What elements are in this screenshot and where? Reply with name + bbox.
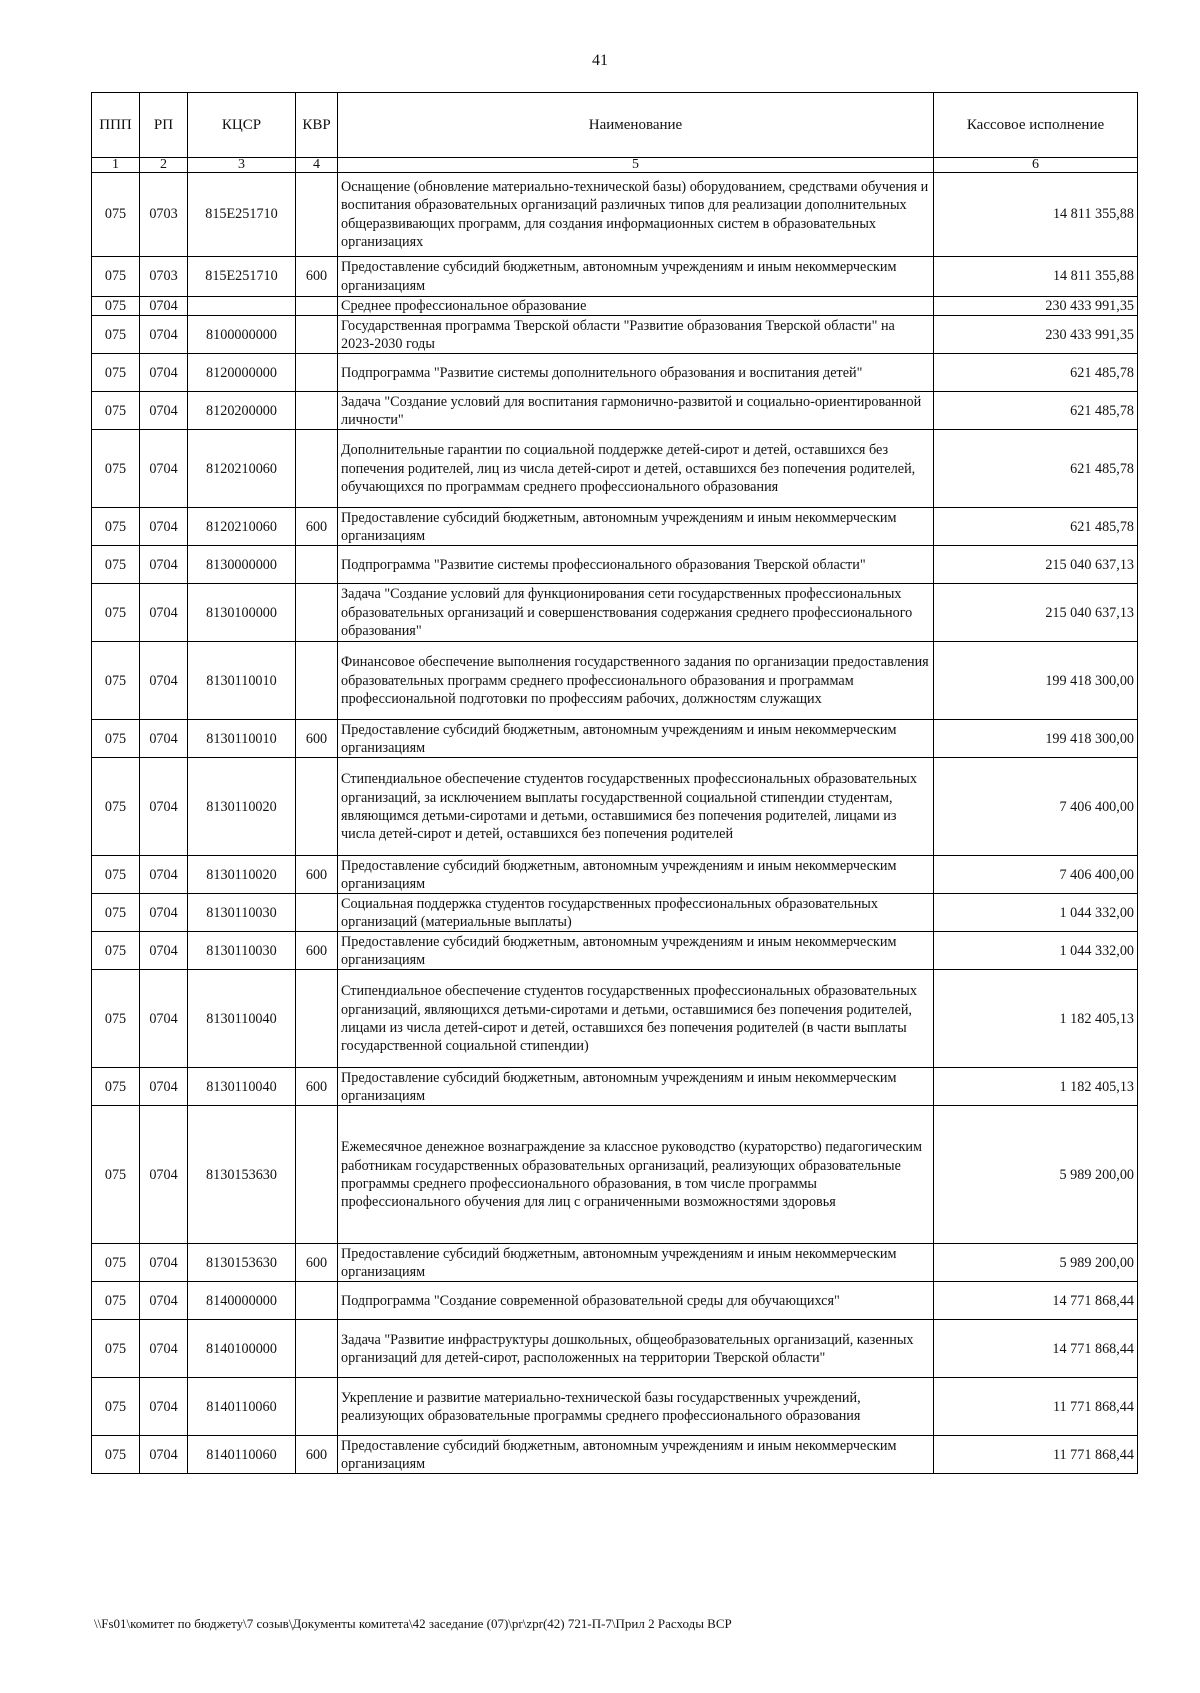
cell-kcsr: 8130100000 bbox=[188, 584, 296, 642]
cell-kcsr: 8120000000 bbox=[188, 354, 296, 392]
cell-rp: 0704 bbox=[140, 970, 188, 1068]
cell-ppp: 075 bbox=[92, 720, 140, 758]
cell-amount: 230 433 991,35 bbox=[934, 297, 1138, 316]
cell-rp: 0704 bbox=[140, 856, 188, 894]
cell-ppp: 075 bbox=[92, 297, 140, 316]
cell-kcsr: 8130110030 bbox=[188, 932, 296, 970]
column-number-row bbox=[92, 158, 1138, 173]
cell-amount: 7 406 400,00 bbox=[934, 856, 1138, 894]
cell-ppp: 075 bbox=[92, 508, 140, 546]
header-amount: Кассовое исполнение bbox=[934, 93, 1138, 158]
cell-ppp: 075 bbox=[92, 894, 140, 932]
cell-kcsr: 8130110010 bbox=[188, 642, 296, 720]
cell-name: Задача "Создание условий для воспитания гармонично-развитой и социально-ориентированной личности" bbox=[338, 392, 934, 430]
column-number: 4 bbox=[296, 158, 338, 173]
cell-kvr bbox=[296, 546, 338, 584]
cell-amount: 14 811 355,88 bbox=[934, 257, 1138, 297]
cell-kcsr: 815E251710 bbox=[188, 173, 296, 257]
cell-kvr bbox=[296, 584, 338, 642]
cell-name: Дополнительные гарантии по социальной поддержке детей-сирот и детей, оставшихся без попечения родителей, лиц из числа детей-сирот и детей, оставшихся без попечения родителей, обучающихся по программам среднего профессионального образования bbox=[338, 430, 934, 508]
cell-name: Предоставление субсидий бюджетным, автономным учреждениям и иным некоммерческим организациям bbox=[338, 508, 934, 546]
cell-kcsr: 8130153630 bbox=[188, 1106, 296, 1244]
cell-rp: 0704 bbox=[140, 1068, 188, 1106]
table-row bbox=[92, 430, 1138, 508]
table-row bbox=[92, 932, 1138, 970]
cell-kvr: 600 bbox=[296, 720, 338, 758]
cell-amount: 1 044 332,00 bbox=[934, 932, 1138, 970]
cell-name: Укрепление и развитие материально-технической базы государственных учреждений, реализующих образовательные программы среднего профессионального образования bbox=[338, 1378, 934, 1436]
cell-name: Ежемесячное денежное вознаграждение за классное руководство (кураторство) педагогическим работникам государственных образовательных организаций, реализующих образовательные программы среднего профессионального образования, в том числе программы профессионального обучения для лиц с ограниченными возможностями здоровья bbox=[338, 1106, 934, 1244]
cell-kcsr: 8140100000 bbox=[188, 1320, 296, 1378]
cell-name: Предоставление субсидий бюджетным, автономным учреждениям и иным некоммерческим организациям bbox=[338, 1244, 934, 1282]
cell-amount: 5 989 200,00 bbox=[934, 1106, 1138, 1244]
header-rp: РП bbox=[140, 93, 188, 158]
cell-amount: 230 433 991,35 bbox=[934, 316, 1138, 354]
cell-ppp: 075 bbox=[92, 354, 140, 392]
cell-name: Предоставление субсидий бюджетным, автономным учреждениям и иным некоммерческим организациям bbox=[338, 720, 934, 758]
cell-kcsr: 8130110040 bbox=[188, 1068, 296, 1106]
cell-kvr bbox=[296, 173, 338, 257]
cell-rp: 0704 bbox=[140, 642, 188, 720]
cell-rp: 0704 bbox=[140, 932, 188, 970]
cell-rp: 0704 bbox=[140, 546, 188, 584]
table-header-row bbox=[92, 93, 1138, 158]
cell-ppp: 075 bbox=[92, 970, 140, 1068]
header-ppp: ППП bbox=[92, 93, 140, 158]
column-number: 6 bbox=[934, 158, 1138, 173]
cell-rp: 0704 bbox=[140, 758, 188, 856]
cell-rp: 0704 bbox=[140, 1378, 188, 1436]
table-row bbox=[92, 1378, 1138, 1436]
cell-kcsr: 8120200000 bbox=[188, 392, 296, 430]
table-row bbox=[92, 508, 1138, 546]
table-row bbox=[92, 1068, 1138, 1106]
cell-amount: 215 040 637,13 bbox=[934, 584, 1138, 642]
cell-kcsr: 8130110020 bbox=[188, 758, 296, 856]
table-row bbox=[92, 316, 1138, 354]
cell-ppp: 075 bbox=[92, 1244, 140, 1282]
cell-ppp: 075 bbox=[92, 1378, 140, 1436]
cell-name: Подпрограмма "Развитие системы дополнительного образования и воспитания детей" bbox=[338, 354, 934, 392]
cell-amount: 1 044 332,00 bbox=[934, 894, 1138, 932]
cell-kcsr: 8100000000 bbox=[188, 316, 296, 354]
table-row bbox=[92, 354, 1138, 392]
cell-ppp: 075 bbox=[92, 173, 140, 257]
cell-name: Стипендиальное обеспечение студентов государственных профессиональных образовательных организаций, за исключением выплаты государственной социальной стипендии студентам, являющимся детьми-сиротами и детьми, оставшимися без попечения родителей, лицами из числа детей-сирот и детей, оставшихся без попечения родителей bbox=[338, 758, 934, 856]
column-number: 2 bbox=[140, 158, 188, 173]
cell-kcsr: 815E251710 bbox=[188, 257, 296, 297]
cell-rp: 0703 bbox=[140, 173, 188, 257]
cell-kvr bbox=[296, 316, 338, 354]
cell-kcsr: 8130110010 bbox=[188, 720, 296, 758]
cell-kcsr: 8140110060 bbox=[188, 1436, 296, 1474]
cell-amount: 621 485,78 bbox=[934, 508, 1138, 546]
cell-amount: 11 771 868,44 bbox=[934, 1378, 1138, 1436]
cell-ppp: 075 bbox=[92, 642, 140, 720]
table-row bbox=[92, 856, 1138, 894]
page-number: 41 bbox=[592, 52, 608, 69]
cell-amount: 5 989 200,00 bbox=[934, 1244, 1138, 1282]
table-row bbox=[92, 257, 1138, 297]
cell-kcsr: 8140110060 bbox=[188, 1378, 296, 1436]
table-row bbox=[92, 758, 1138, 856]
cell-ppp: 075 bbox=[92, 257, 140, 297]
cell-rp: 0704 bbox=[140, 297, 188, 316]
table-row bbox=[92, 1106, 1138, 1244]
cell-rp: 0704 bbox=[140, 1106, 188, 1244]
cell-amount: 14 811 355,88 bbox=[934, 173, 1138, 257]
cell-amount: 1 182 405,13 bbox=[934, 970, 1138, 1068]
table-row bbox=[92, 894, 1138, 932]
header-name: Наименование bbox=[338, 93, 934, 158]
cell-amount: 215 040 637,13 bbox=[934, 546, 1138, 584]
cell-ppp: 075 bbox=[92, 856, 140, 894]
cell-amount: 621 485,78 bbox=[934, 354, 1138, 392]
cell-kvr: 600 bbox=[296, 508, 338, 546]
cell-kcsr: 8120210060 bbox=[188, 430, 296, 508]
cell-kvr bbox=[296, 1106, 338, 1244]
cell-ppp: 075 bbox=[92, 758, 140, 856]
cell-ppp: 075 bbox=[92, 1436, 140, 1474]
cell-kvr bbox=[296, 430, 338, 508]
table-row bbox=[92, 1244, 1138, 1282]
cell-kcsr: 8140000000 bbox=[188, 1282, 296, 1320]
cell-name: Предоставление субсидий бюджетным, автономным учреждениям и иным некоммерческим организациям bbox=[338, 1068, 934, 1106]
cell-kvr: 600 bbox=[296, 932, 338, 970]
cell-kcsr: 8130110030 bbox=[188, 894, 296, 932]
column-number: 1 bbox=[92, 158, 140, 173]
cell-name: Предоставление субсидий бюджетным, автономным учреждениям и иным некоммерческим организациям bbox=[338, 1436, 934, 1474]
cell-rp: 0704 bbox=[140, 430, 188, 508]
cell-amount: 14 771 868,44 bbox=[934, 1282, 1138, 1320]
cell-kvr: 600 bbox=[296, 257, 338, 297]
cell-ppp: 075 bbox=[92, 932, 140, 970]
cell-rp: 0704 bbox=[140, 1244, 188, 1282]
cell-kvr bbox=[296, 1282, 338, 1320]
cell-kcsr: 8130000000 bbox=[188, 546, 296, 584]
cell-ppp: 075 bbox=[92, 392, 140, 430]
cell-rp: 0704 bbox=[140, 392, 188, 430]
cell-ppp: 075 bbox=[92, 1282, 140, 1320]
cell-kvr: 600 bbox=[296, 856, 338, 894]
header-kvr: КВР bbox=[296, 93, 338, 158]
cell-ppp: 075 bbox=[92, 316, 140, 354]
cell-rp: 0704 bbox=[140, 1320, 188, 1378]
cell-rp: 0704 bbox=[140, 720, 188, 758]
cell-kcsr: 8130110040 bbox=[188, 970, 296, 1068]
cell-ppp: 075 bbox=[92, 1320, 140, 1378]
cell-kvr bbox=[296, 354, 338, 392]
cell-ppp: 075 bbox=[92, 546, 140, 584]
table-row bbox=[92, 720, 1138, 758]
footer-file-path: \\Fs01\комитет по бюджету\7 созыв\Документы комитета\42 заседание (07)\pr\zpr(42) 721-П-7\Прил 2 Расходы ВСР bbox=[94, 1616, 732, 1631]
cell-kvr bbox=[296, 642, 338, 720]
table-row bbox=[92, 970, 1138, 1068]
cell-rp: 0704 bbox=[140, 354, 188, 392]
cell-amount: 199 418 300,00 bbox=[934, 720, 1138, 758]
cell-name: Подпрограмма "Развитие системы профессионального образования Тверской области" bbox=[338, 546, 934, 584]
cell-name: Государственная программа Тверской области "Развитие образования Тверской области" на 2023-2030 годы bbox=[338, 316, 934, 354]
cell-name: Социальная поддержка студентов государственных профессиональных образовательных организаций (материальные выплаты) bbox=[338, 894, 934, 932]
cell-kvr: 600 bbox=[296, 1436, 338, 1474]
cell-kcsr: 8130153630 bbox=[188, 1244, 296, 1282]
cell-ppp: 075 bbox=[92, 430, 140, 508]
cell-kcsr: 8120210060 bbox=[188, 508, 296, 546]
cell-rp: 0704 bbox=[140, 584, 188, 642]
cell-name: Финансовое обеспечение выполнения государственного задания по организации предоставления образовательных программ среднего профессионального образования и программам профессиональной подготовки по профессиям рабочих, должностям служащих bbox=[338, 642, 934, 720]
cell-name: Оснащение (обновление материально-технической базы) оборудованием, средствами обучения и воспитания образовательных организаций различных типов для реализации дополнительных общеразвивающих программ, для создания информационных систем в образовательных организациях bbox=[338, 173, 934, 257]
cell-name: Среднее профессиональное образование bbox=[338, 297, 934, 316]
cell-ppp: 075 bbox=[92, 1068, 140, 1106]
cell-amount: 199 418 300,00 bbox=[934, 642, 1138, 720]
cell-kcsr: 8130110020 bbox=[188, 856, 296, 894]
table-row bbox=[92, 297, 1138, 316]
cell-amount: 621 485,78 bbox=[934, 392, 1138, 430]
column-number: 3 bbox=[188, 158, 296, 173]
cell-rp: 0704 bbox=[140, 1436, 188, 1474]
cell-kvr bbox=[296, 297, 338, 316]
table-row bbox=[92, 392, 1138, 430]
cell-kvr bbox=[296, 1320, 338, 1378]
cell-name: Предоставление субсидий бюджетным, автономным учреждениям и иным некоммерческим организациям bbox=[338, 932, 934, 970]
cell-rp: 0704 bbox=[140, 316, 188, 354]
cell-amount: 7 406 400,00 bbox=[934, 758, 1138, 856]
cell-kvr: 600 bbox=[296, 1068, 338, 1106]
cell-amount: 1 182 405,13 bbox=[934, 1068, 1138, 1106]
cell-rp: 0704 bbox=[140, 1282, 188, 1320]
table-row bbox=[92, 642, 1138, 720]
column-number: 5 bbox=[338, 158, 934, 173]
cell-amount: 11 771 868,44 bbox=[934, 1436, 1138, 1474]
table-row bbox=[92, 546, 1138, 584]
cell-name: Предоставление субсидий бюджетным, автономным учреждениям и иным некоммерческим организациям bbox=[338, 856, 934, 894]
cell-name: Подпрограмма "Создание современной образовательной среды для обучающихся" bbox=[338, 1282, 934, 1320]
cell-kvr: 600 bbox=[296, 1244, 338, 1282]
cell-amount: 621 485,78 bbox=[934, 430, 1138, 508]
cell-name: Задача "Развитие инфраструктуры дошкольных, общеобразовательных организаций, казенных организаций для детей-сирот, расположенных на территории Тверской области" bbox=[338, 1320, 934, 1378]
cell-ppp: 075 bbox=[92, 584, 140, 642]
cell-kvr bbox=[296, 392, 338, 430]
table-row bbox=[92, 584, 1138, 642]
table-body bbox=[92, 173, 1138, 1474]
cell-ppp: 075 bbox=[92, 1106, 140, 1244]
cell-kvr bbox=[296, 970, 338, 1068]
cell-name: Задача "Создание условий для функционирования сети государственных профессиональных образовательных организаций и совершенствования содержания среднего профессионального образования" bbox=[338, 584, 934, 642]
cell-name: Предоставление субсидий бюджетным, автономным учреждениям и иным некоммерческим организациям bbox=[338, 257, 934, 297]
cell-name: Стипендиальное обеспечение студентов государственных профессиональных образовательных организаций, являющихся детьми-сиротами и детьми, оставшимися без попечения родителей, лицами из числа детей-сирот и детей, оставшихся без попечения родителей (в части выплаты государственной социальной стипендии) bbox=[338, 970, 934, 1068]
cell-kcsr bbox=[188, 297, 296, 316]
header-kcsr: КЦСР bbox=[188, 93, 296, 158]
cell-rp: 0704 bbox=[140, 894, 188, 932]
cell-kvr bbox=[296, 894, 338, 932]
cell-rp: 0704 bbox=[140, 508, 188, 546]
table-row bbox=[92, 1282, 1138, 1320]
table-row bbox=[92, 173, 1138, 257]
budget-table bbox=[91, 92, 1138, 1474]
table-row bbox=[92, 1436, 1138, 1474]
cell-kvr bbox=[296, 758, 338, 856]
cell-amount: 14 771 868,44 bbox=[934, 1320, 1138, 1378]
cell-kvr bbox=[296, 1378, 338, 1436]
cell-rp: 0703 bbox=[140, 257, 188, 297]
table-row bbox=[92, 1320, 1138, 1378]
